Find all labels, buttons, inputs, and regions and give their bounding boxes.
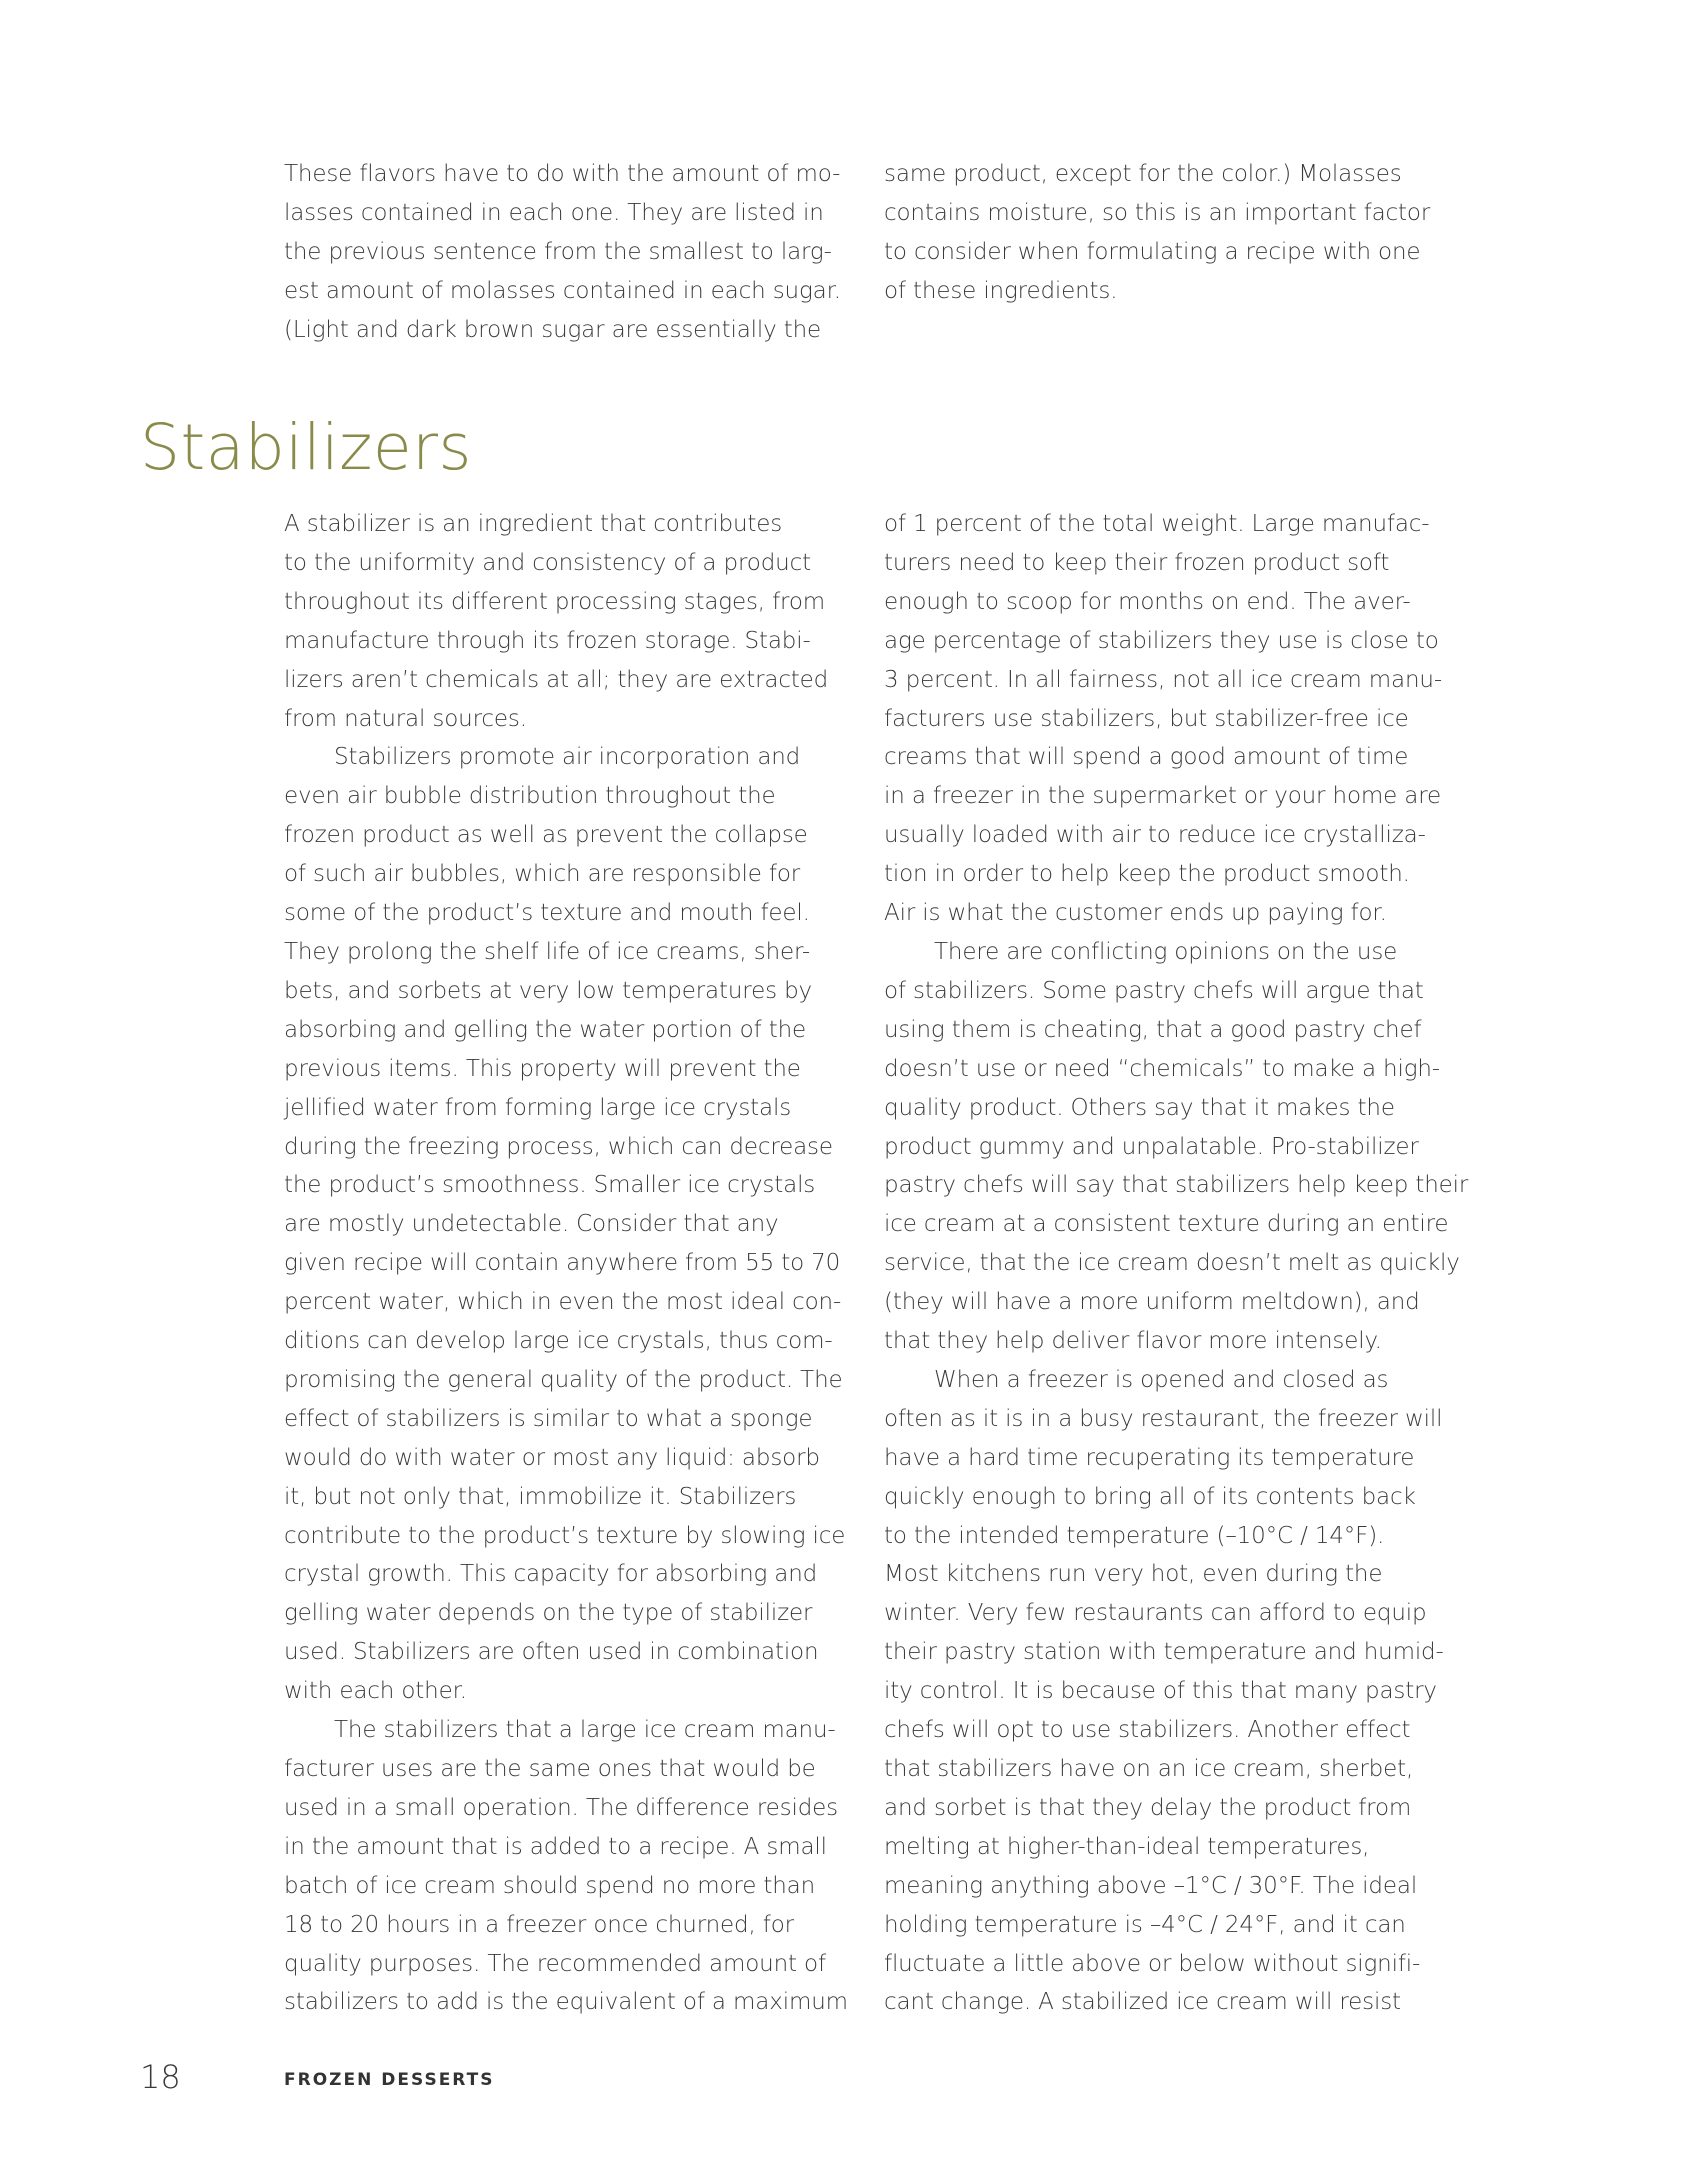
paragraph: These flavors have to do with the amount of mo- lasses contained in each one. They are listed in the previous sentence from the smallest to larg- est amount of molasses contained in each sugar. (Light and dark brown sugar are essentially the <box>284 161 841 343</box>
main-right-column <box>884 505 1469 2022</box>
paragraph: The stabilizers that a large ice cream manu- facturer uses are the same ones that would be used in a small operation. The difference resides in the amount that is added to a recipe. A small batch of ice cream should spend no more than 18 to 20 hours in a freezer once churned, for quality purposes. The recommended amount of stabilizers to add is the equivalent of a maximum <box>284 1717 848 2016</box>
paragraph: same product, except for the color.) Molasses contains moisture, so this is an important factor to consider when formulating a recipe with one of these ingredients. <box>884 161 1431 304</box>
running-head: FROZEN DESSERTS <box>284 2070 495 2090</box>
main-left-column <box>284 505 848 2022</box>
page-number: 18 <box>140 2058 181 2096</box>
paragraph: A stabilizer is an ingredient that contributes to the uniformity and consistency of a product throughout its different processing stages, from manufacture through its frozen storage. Stabi- lizers aren’t chemicals at all; they are extracted from natural sources. <box>284 511 829 732</box>
paragraph: When a freezer is opened and closed as often as it is in a busy restaurant, the freezer will have a hard time recuperating its temperature quickly enough to bring all of its contents back to the intended temperature (–10°C / 14°F). Most kitchens run very hot, even during the winter. Very few restaurants can afford to equip their pastry station with temperature and humid- ity control. It is because of this that many pastry chefs will opt to use stabilizers. Another effect that stabilizers have on an ice cream, sherbet, and sorbet is that they delay the product from melting at higher-than-ideal temperatures, meaning anything above –1°C / 30°F. The ideal holding temperature is –4°C / 24°F, and it can fluctuate a little above or below without signifi- cant change. A stabilized ice cream will resist <box>884 1366 1444 2016</box>
top-left-column <box>284 155 841 350</box>
section-heading: Stabilizers <box>140 411 472 484</box>
paragraph: There are conflicting opinions on the use of stabilizers. Some pastry chefs will argue that using them is cheating, that a good pastry chef doesn’t use or need “chemicals” to make a high- quality product. Others say that it makes the product gummy and unpalatable. Pro-stabilizer pastry chefs will say that stabilizers help keep their ice cream at a consistent texture during an entire service, that the ice cream doesn’t melt as quickly (they will have a more uniform meltdown), and that they help deliver flavor more intensely. <box>884 938 1469 1355</box>
paragraph: of 1 percent of the total weight. Large manufac- turers need to keep their frozen product soft enough to scoop for months on end. The aver- age percentage of stabilizers they use is close to 3 percent. In all fairness, not all ice cream manu- facturers use stabilizers, but stabilizer-free ice creams that will spend a good amount of time in a freezer in the supermarket or your home are usually loaded with air to reduce ice crystalliza- tion in order to help keep the product smooth. Air is what the customer ends up paying for. <box>884 511 1442 927</box>
top-right-column <box>884 155 1431 311</box>
paragraph: Stabilizers promote air incorporation and even air bubble distribution throughout the frozen product as well as prevent the collapse of such air bubbles, which are responsible for some of the product’s texture and mouth feel. They prolong the shelf life of ice creams, sher- bets, and sorbets at very low temperatures by absorbing and gelling the water portion of the previous items. This property will prevent the jellified water from forming large ice crystals during the freezing process, which can decrease the product’s smoothness. Smaller ice crystals are mostly undetectable. Consider that any given recipe will contain anywhere from 55 to 70 percent water, which in even the most ideal con- ditions can develop large ice crystals, thus com- promising the general quality of the product. The effect of stabilizers is similar to what a sponge would do with water or most any liquid: absorb it, but not only that, immobilize it. Stabilizers contribute to the product’s texture by slowing ice crystal growth. This capacity for absorbing and gelling water depends on the type of stabilizer used. Stabilizers are often used in combination with each other. <box>284 744 846 1705</box>
